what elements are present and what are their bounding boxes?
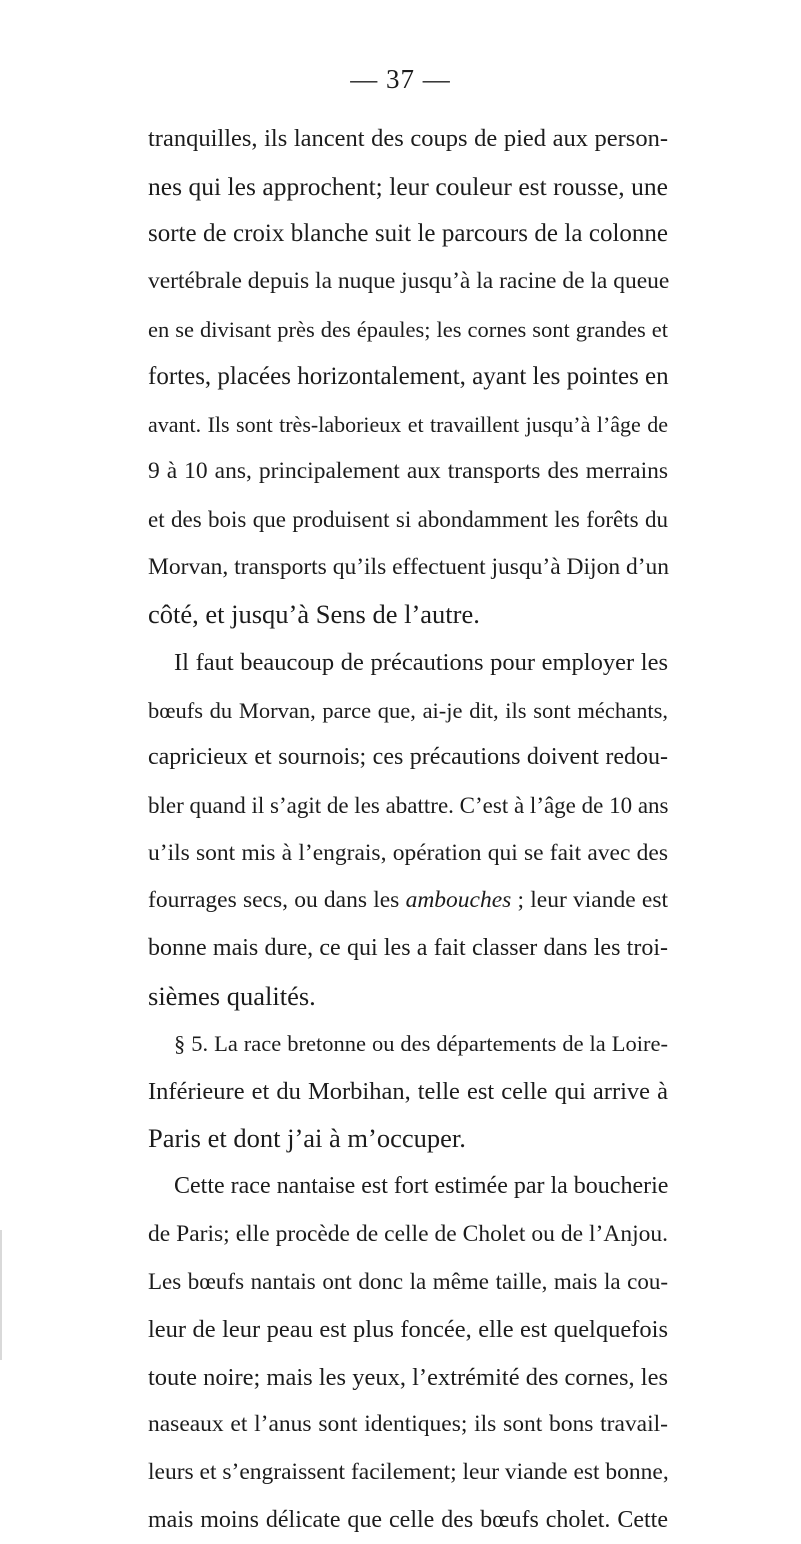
text-line: Les bœufs nantais ont donc la même taille, mais la cou- <box>148 1269 668 1295</box>
text-line: Paris et dont j’ai à m’occuper. <box>148 1123 466 1154</box>
text-line: bler quand il s’agit de les abattre. C’est à l’âge de 10 ans <box>148 792 669 818</box>
body-text <box>148 115 668 1544</box>
text-line: leur de leur peau est plus foncée, elle est quelquefois <box>148 1316 668 1344</box>
text-line: en se divisant près des épaules; les cornes sont grandes et <box>148 316 668 342</box>
text-line: de Paris; elle procède de celle de Cholet ou de l’Anjou. <box>148 1220 668 1247</box>
text-line: Cette race nantaise est fort estimée par la boucherie <box>174 1173 669 1200</box>
text-line: Il faut beaucoup de précautions pour employer les <box>174 649 668 677</box>
text-segment: fourrages secs, ou dans les <box>148 887 406 914</box>
text-line: naseaux et l’anus sont identiques; ils sont bons travail- <box>148 1411 668 1438</box>
text-line: § 5. La race bretonne ou des départements de la Loire- <box>174 1031 668 1057</box>
text-line: u’ils sont mis à l’engrais, opération qui se fait avec des <box>148 839 668 866</box>
text-line: nes qui les approchent; leur couleur est rousse, une <box>148 171 668 201</box>
text-line <box>148 877 668 925</box>
text-line: toute noire; mais les yeux, l’extrémité des cornes, les <box>148 1363 668 1391</box>
text-line: 9 à 10 ans, principalement aux transports des merrains <box>148 458 668 485</box>
page-number: — 37 — <box>350 64 451 94</box>
text-line: Morvan, transports qu’ils effectuent jusqu’à Dijon d’un <box>148 553 670 580</box>
text-line: tranquilles, ils lancent des coups de pied aux person- <box>148 125 668 152</box>
text-line: bœufs du Morvan, parce que, ai-je dit, ils sont méchants, <box>148 697 668 723</box>
italic-term: ambouches <box>405 887 512 914</box>
text-line: sorte de croix blanche suit le parcours de la colonne <box>148 220 668 248</box>
text-line: vertébrale depuis la nuque jusqu’à la racine de la queue <box>148 267 670 294</box>
text-segment: ; leur viande est <box>511 887 668 914</box>
text-line: capricieux et sournois; ces précautions doivent redou- <box>148 744 668 771</box>
text-line: Inférieure et du Morbihan, telle est celle qui arrive à <box>148 1077 668 1105</box>
text-line: mais moins délicate que celle des bœufs cholet. Cette <box>148 1506 668 1533</box>
text-line: leurs et s’engraissent facilement; leur viande est bonne, <box>148 1458 669 1485</box>
text-line: fortes, placées horizontalement, ayant les pointes en <box>148 363 669 391</box>
text-line: avant. Ils sont très-laborieux et travaillent jusqu’à l’âge de <box>148 411 668 437</box>
text-line: bonne mais dure, ce qui les a fait classer dans les troi- <box>148 934 668 961</box>
page-edge-mark <box>0 1230 2 1360</box>
text-line: sièmes qualités. <box>148 980 316 1011</box>
text-line: et des bois que produisent si abondamment les forêts du <box>148 507 668 533</box>
text-line: côté, et jusqu’à Sens de l’autre. <box>148 599 480 630</box>
